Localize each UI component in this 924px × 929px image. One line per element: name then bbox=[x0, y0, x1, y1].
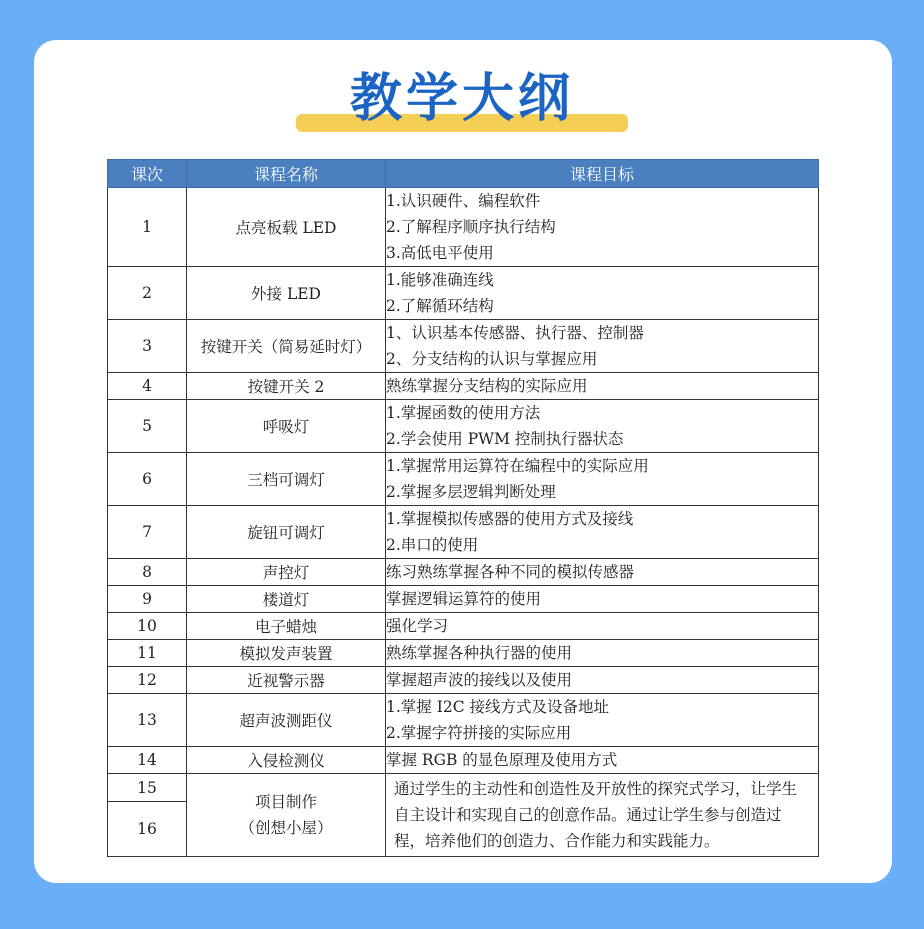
course-goal bbox=[386, 188, 819, 267]
lesson-number: 7 bbox=[108, 506, 187, 559]
lesson-number: 6 bbox=[108, 453, 187, 506]
lesson-number: 9 bbox=[108, 586, 187, 613]
lesson-number: 16 bbox=[108, 802, 187, 857]
table-row bbox=[108, 453, 819, 506]
course-goal bbox=[386, 453, 819, 506]
course-goal-line: 2.了解循环结构 bbox=[386, 297, 494, 315]
course-name: 按键开关 2 bbox=[187, 373, 386, 400]
course-goal-line: 熟练掌握分支结构的实际应用 bbox=[386, 377, 588, 395]
table-body bbox=[108, 188, 819, 774]
header-course-name: 课程名称 bbox=[187, 160, 386, 188]
course-goal-line: 2.学会使用 PWM 控制执行器状态 bbox=[386, 430, 624, 448]
course-name: 旋钮可调灯 bbox=[187, 506, 386, 559]
course-name-line: 项目制作 bbox=[254, 793, 317, 811]
lesson-number: 3 bbox=[108, 320, 187, 373]
course-goal bbox=[386, 586, 819, 613]
course-goal-line: 1.掌握常用运算符在编程中的实际应用 bbox=[386, 457, 649, 475]
course-name: 呼吸灯 bbox=[187, 400, 386, 453]
table-row bbox=[108, 694, 819, 747]
course-goal bbox=[386, 373, 819, 400]
lesson-number: 12 bbox=[108, 667, 187, 694]
course-goal-text: 通过学生的主动性和创造性及开放性的探究式学习，让学生自主设计和实现自己的创意作品。通过让学生参与创造过程，培养他们的创造力、合作能力和实践能力。 bbox=[394, 780, 798, 850]
lesson-number: 10 bbox=[108, 613, 187, 640]
lesson-number: 8 bbox=[108, 559, 187, 586]
course-goal-line: 1.能够准确连线 bbox=[386, 271, 494, 289]
course-name: 按键开关（简易延时灯） bbox=[187, 320, 386, 373]
lesson-number: 11 bbox=[108, 640, 187, 667]
course-goal-line: 掌握 RGB 的显色原理及使用方式 bbox=[386, 751, 618, 769]
course-goal bbox=[386, 559, 819, 586]
lesson-number: 13 bbox=[108, 694, 187, 747]
course-name bbox=[187, 774, 386, 857]
table-row bbox=[108, 188, 819, 267]
course-goal bbox=[386, 694, 819, 747]
course-name: 近视警示器 bbox=[187, 667, 386, 694]
course-name: 电子蜡烛 bbox=[187, 613, 386, 640]
course-name: 声控灯 bbox=[187, 559, 386, 586]
table-row bbox=[108, 586, 819, 613]
course-name: 点亮板载 LED bbox=[187, 188, 386, 267]
syllabus-table bbox=[107, 159, 819, 857]
lesson-number: 15 bbox=[108, 774, 187, 802]
header-course-goal: 课程目标 bbox=[386, 160, 819, 188]
course-goal-line: 掌握逻辑运算符的使用 bbox=[386, 590, 542, 608]
course-name: 超声波测距仪 bbox=[187, 694, 386, 747]
course-goal-line: 掌握超声波的接线以及使用 bbox=[386, 671, 573, 689]
course-goal bbox=[386, 667, 819, 694]
course-goal-line: 1.掌握 I2C 接线方式及设备地址 bbox=[386, 698, 609, 716]
lesson-number: 14 bbox=[108, 747, 187, 774]
lesson-number: 4 bbox=[108, 373, 187, 400]
course-name: 模拟发声装置 bbox=[187, 640, 386, 667]
table-row bbox=[108, 747, 819, 774]
title-area bbox=[0, 0, 924, 140]
table-row bbox=[108, 373, 819, 400]
course-goal-line: 2.串口的使用 bbox=[386, 536, 479, 554]
course-goal-line: 1、认识基本传感器、执行器、控制器 bbox=[386, 324, 644, 342]
table-row bbox=[108, 613, 819, 640]
course-name-line: （创想小屋） bbox=[239, 819, 333, 837]
course-goal-line: 2.掌握字符拼接的实际应用 bbox=[386, 724, 572, 742]
lesson-number: 1 bbox=[108, 188, 187, 267]
table-row bbox=[108, 640, 819, 667]
course-name: 三档可调灯 bbox=[187, 453, 386, 506]
table-row bbox=[108, 400, 819, 453]
course-goal-line: 强化学习 bbox=[386, 617, 449, 635]
course-goal-line: 熟练掌握各种执行器的使用 bbox=[386, 644, 573, 662]
lesson-number: 2 bbox=[108, 267, 187, 320]
course-goal-line: 2、分支结构的认识与掌握应用 bbox=[386, 350, 598, 368]
project-rows bbox=[108, 774, 819, 857]
course-name: 外接 LED bbox=[187, 267, 386, 320]
header-lesson: 课次 bbox=[108, 160, 187, 188]
course-goal-line: 1.掌握函数的使用方法 bbox=[386, 404, 541, 422]
course-goal bbox=[386, 747, 819, 774]
course-goal-line: 1.掌握模拟传感器的使用方式及接线 bbox=[386, 510, 634, 528]
course-name: 楼道灯 bbox=[187, 586, 386, 613]
course-name: 入侵检测仪 bbox=[187, 747, 386, 774]
course-goal-line: 2.了解程序顺序执行结构 bbox=[386, 218, 556, 236]
course-goal bbox=[386, 640, 819, 667]
course-goal-line: 练习熟练掌握各种不同的模拟传感器 bbox=[386, 563, 635, 581]
table-header-row bbox=[108, 160, 819, 188]
lesson-number: 5 bbox=[108, 400, 187, 453]
course-goal bbox=[386, 613, 819, 640]
course-goal bbox=[386, 320, 819, 373]
course-goal bbox=[386, 506, 819, 559]
course-goal-line: 3.高低电平使用 bbox=[386, 244, 494, 262]
table-row bbox=[108, 667, 819, 694]
table-row bbox=[108, 774, 819, 802]
page-title: 教学大纲 bbox=[349, 69, 574, 129]
course-goal bbox=[386, 400, 819, 453]
table-row bbox=[108, 506, 819, 559]
course-goal-line: 1.认识硬件、编程软件 bbox=[386, 192, 541, 210]
course-goal-line: 2.掌握多层逻辑判断处理 bbox=[386, 483, 556, 501]
course-goal bbox=[386, 267, 819, 320]
table-row bbox=[108, 267, 819, 320]
table-row bbox=[108, 559, 819, 586]
course-goal bbox=[386, 774, 819, 857]
table-row bbox=[108, 320, 819, 373]
